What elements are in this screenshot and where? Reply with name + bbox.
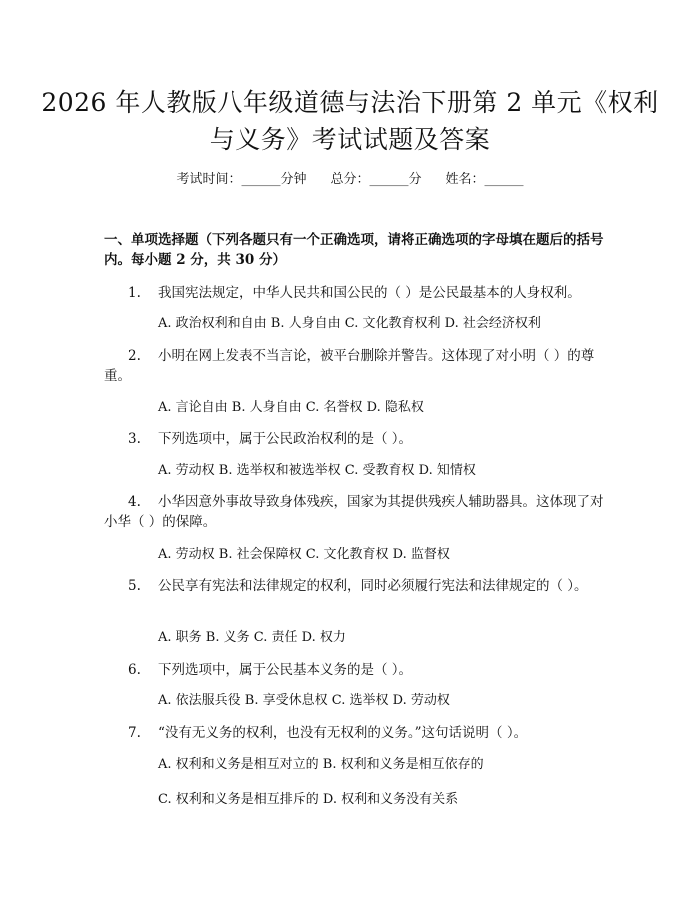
question-number: 7. <box>128 725 141 741</box>
question-number: 1. <box>128 285 141 301</box>
question-3-options: A. 劳动权 B. 选举权和被选举权 C. 受教育权 D. 知情权 <box>158 463 476 478</box>
question-4 <box>104 492 608 532</box>
question-text: 公民享有宪法和法律规定的权利，同时必须履行宪法和法律规定的（ ）。 <box>158 578 588 594</box>
question-2 <box>104 346 608 386</box>
question-number: 4. <box>128 494 141 510</box>
exam-time: 考试时间：______分钟 <box>176 172 307 187</box>
question-5 <box>104 576 608 596</box>
question-2-options: A. 言论自由 B. 人身自由 C. 名誉权 D. 隐私权 <box>158 400 424 415</box>
question-number: 2. <box>128 348 141 364</box>
question-6-options: A. 依法服兵役 B. 享受休息权 C. 选举权 D. 劳动权 <box>158 693 450 708</box>
question-3 <box>104 429 608 449</box>
question-1 <box>104 283 608 303</box>
page-title: 2026 年人教版八年级道德与法治下册第 2 单元《权利与义务》考试试题及答案 <box>41 88 659 154</box>
question-text: 小明在网上发表不当言论，被平台删除并警告。这体现了对小明（ ）的尊重。 <box>104 348 595 384</box>
question-text: 下列选项中，属于公民基本义务的是（ ）。 <box>158 662 413 678</box>
question-number: 3. <box>128 431 141 447</box>
question-7-options-2: C. 权利和义务是相互排斥的 D. 权利和义务没有关系 <box>158 792 459 807</box>
question-number: 5. <box>128 578 141 594</box>
question-text: 下列选项中，属于公民政治权利的是（ ）。 <box>158 431 413 447</box>
question-1-options: A. 政治权利和自由 B. 人身自由 C. 文化教育权利 D. 社会经济权利 <box>158 316 541 331</box>
student-name: 姓名：______ <box>445 172 524 187</box>
question-text: 小华因意外事故导致身体残疾，国家为其提供残疾人辅助器具。这体现了对小华（ ）的保障。 <box>104 494 604 530</box>
question-6 <box>104 660 608 680</box>
exam-meta <box>0 171 700 189</box>
exam-score: 总分：______分 <box>330 172 422 187</box>
question-text: 我国宪法规定，中华人民共和国公民的（ ）是公民最基本的人身权利。 <box>158 285 581 301</box>
question-5-options: A. 职务 B. 义务 C. 责任 D. 权力 <box>158 630 346 645</box>
section-heading: 一、单项选择题（下列各题只有一个正确选项，请将正确选项的字母填在题后的括号内。每小题 2 分，共 30 分） <box>104 232 604 268</box>
question-4-options: A. 劳动权 B. 社会保障权 C. 文化教育权 D. 监督权 <box>158 547 450 562</box>
question-7 <box>104 723 608 743</box>
question-text: “没有无义务的权利，也没有无权利的义务。”这句话说明（ ）。 <box>158 725 528 741</box>
question-number: 6. <box>128 662 141 678</box>
question-7-options-1: A. 权利和义务是相互对立的 B. 权利和义务是相互依存的 <box>158 757 484 772</box>
